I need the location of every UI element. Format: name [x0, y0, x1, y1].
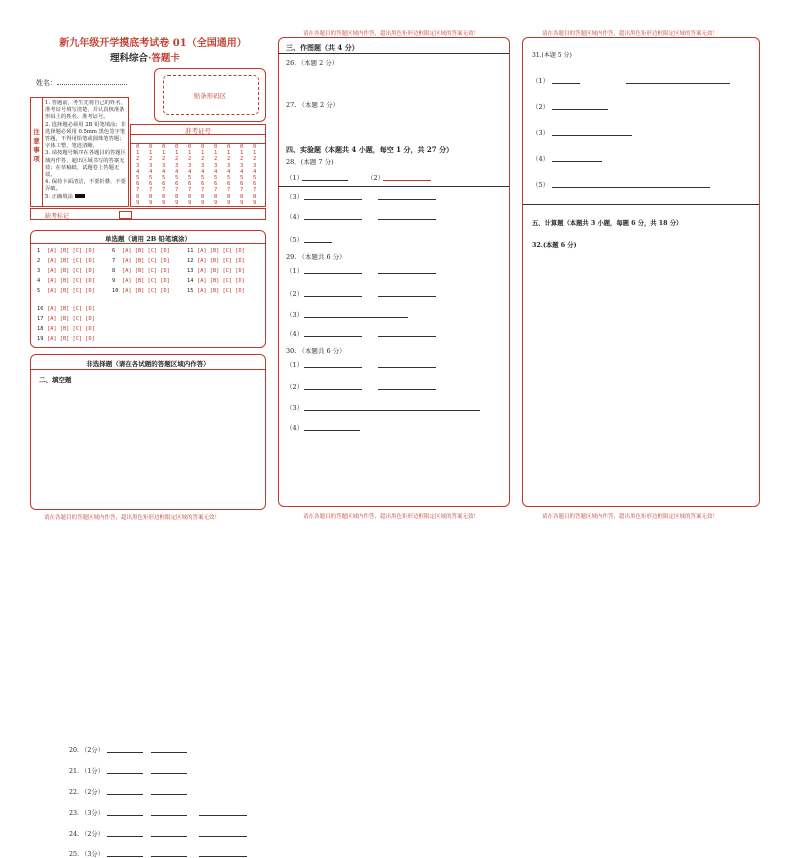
subject-suffix: ·答题卡 — [148, 53, 180, 64]
q29-sub-2 — [286, 289, 303, 298]
exam-digit-bubble[interactable]: 9 — [149, 199, 153, 206]
mc-options[interactable]: [A] [B] [C] [D] — [122, 268, 170, 274]
answer-blank[interactable] — [302, 173, 348, 181]
nonmc-title: 非选择题（请在各试题的答题区域内作答） — [86, 360, 210, 368]
q31-sub-1 — [532, 76, 549, 85]
exam-digit-bubble[interactable]: 9 — [214, 199, 218, 206]
exam-digit-bubble[interactable]: 1 — [175, 150, 179, 157]
exam-digit-bubble[interactable]: 7 — [188, 187, 192, 194]
calc-section-title: 五、计算题（本题共 3 小题，每题 6 分，共 18 分） — [532, 220, 683, 227]
answer-blank[interactable] — [304, 266, 362, 274]
note-3: 3. 请按题号顺序在各题目的答题区域内作答，超出区域书写的答案无效；在草稿纸、试题卷上答题无效。 — [45, 150, 126, 179]
mc-question-16[interactable] — [37, 306, 95, 312]
answer-blank[interactable] — [199, 829, 247, 837]
exam-digit-bubble[interactable]: 5 — [253, 175, 257, 181]
mc-options[interactable]: [A] [B] [C] [D] — [47, 288, 95, 294]
exam-digit-bubble[interactable]: 3 — [162, 162, 166, 169]
fill-item-label: 20. （2分） — [69, 747, 104, 754]
q31-sub-3 — [532, 128, 549, 137]
mc-number: 8 — [112, 268, 116, 274]
exam-digit-bubble[interactable]: 2 — [162, 156, 166, 163]
q30-sub-3 — [286, 403, 303, 412]
exam-digit-bubble[interactable]: 1 — [253, 150, 257, 157]
answer-blank[interactable] — [378, 329, 436, 337]
mc-question-3[interactable] — [37, 268, 95, 274]
answer-blank[interactable] — [304, 192, 362, 200]
exam-digit-bubble[interactable]: 4 — [253, 168, 257, 175]
fill-item-24 — [69, 829, 107, 838]
answer-blank[interactable] — [304, 403, 480, 411]
exam-digit-bubble[interactable]: 3 — [214, 162, 218, 169]
mc-question-13[interactable] — [187, 268, 245, 274]
sub-question-label: （4） — [286, 424, 304, 432]
exam-digit-bubble[interactable]: 5 — [162, 175, 166, 181]
q27-label: 27. （本题 2 分） — [286, 101, 340, 109]
mc-options[interactable]: [A] [B] [C] [D] — [197, 268, 245, 274]
mc-options[interactable]: [A] [B] [C] [D] — [122, 288, 170, 294]
mc-panel — [30, 230, 266, 348]
exam-digit-bubble[interactable]: 5 — [149, 175, 153, 181]
exam-digit-bubble[interactable]: 1 — [227, 150, 231, 157]
sub-question-label: （5） — [532, 181, 550, 189]
q28-sub-1 — [286, 173, 303, 182]
mc-number: 9 — [112, 278, 116, 284]
fill-item-22 — [69, 787, 107, 796]
exam-digit-bubble[interactable]: 0 — [227, 144, 231, 150]
exam-digit-bubble[interactable]: 3 — [188, 162, 192, 169]
mc-question-5[interactable] — [37, 288, 95, 294]
exam-digit-bubble[interactable]: 1 — [214, 150, 218, 157]
barcode-area — [154, 68, 266, 122]
exam-digit-bubble[interactable]: 1 — [240, 150, 244, 157]
absent-label: 缺考标记 — [45, 213, 70, 220]
mc-number: 12 — [187, 258, 194, 264]
sub-question-label: （4） — [286, 330, 304, 338]
answer-blank[interactable] — [304, 329, 362, 337]
exam-digit-bubble[interactable]: 2 — [227, 156, 231, 163]
q29-sub-3 — [286, 310, 303, 319]
note-4: 4. 保持卡面清洁，不要折叠、不要弄破。 — [45, 179, 126, 193]
answer-blank[interactable] — [199, 849, 247, 857]
mc-question-2[interactable] — [37, 258, 95, 264]
exam-digit-bubble[interactable]: 8 — [175, 193, 179, 200]
divider — [279, 186, 509, 187]
mc-options[interactable]: [A] [B] [C] [D] — [47, 268, 95, 274]
exam-digit-bubble[interactable]: 3 — [149, 162, 153, 169]
subject-label: 理科综合 — [110, 53, 149, 64]
answer-blank[interactable] — [151, 829, 187, 837]
mc-options[interactable]: [A] [B] [C] [D] — [47, 306, 95, 312]
answer-blank[interactable] — [552, 102, 608, 110]
answer-blank[interactable] — [151, 787, 187, 795]
q31-sub-4 — [532, 154, 549, 163]
answer-blank[interactable] — [151, 745, 187, 753]
absent-row — [30, 208, 266, 220]
exam-digit-bubble[interactable]: 0 — [214, 144, 218, 150]
mc-question-12[interactable] — [187, 258, 245, 264]
exam-digit-bubble[interactable]: 5 — [240, 175, 244, 181]
answer-blank[interactable] — [304, 289, 362, 297]
exam-digit-bubble[interactable]: 3 — [240, 162, 244, 169]
note-5: 5. 正确填涂 — [45, 194, 127, 201]
q26-label: 26．（本题 2 分） — [286, 59, 339, 67]
mc-question-19[interactable] — [37, 336, 95, 342]
exam-digit-bubble[interactable]: 2 — [214, 156, 218, 163]
exam-digit-bubble[interactable]: 1 — [136, 150, 140, 157]
exam-digit-bubble[interactable]: 0 — [201, 144, 205, 150]
answer-blank[interactable] — [378, 360, 436, 368]
exam-digit-bubble[interactable]: 5 — [175, 175, 179, 181]
exam-digit-bubble[interactable]: 7 — [201, 187, 205, 194]
exam-digit-bubble[interactable]: 8 — [201, 193, 205, 200]
mc-options[interactable]: [A] [B] [C] [D] — [197, 258, 245, 264]
mc-number: 13 — [187, 268, 194, 274]
q31-sub-5 — [532, 180, 549, 189]
exam-digit-bubble[interactable]: 7 — [253, 187, 257, 194]
exam-digit-bubble[interactable]: 7 — [162, 187, 166, 194]
exam-digit-bubble[interactable]: 8 — [214, 193, 218, 200]
mc-number: 1 — [37, 248, 41, 254]
mc-options[interactable]: [A] [B] [C] [D] — [122, 258, 170, 264]
answer-blank[interactable] — [378, 382, 436, 390]
answer-blank[interactable] — [304, 310, 408, 318]
exam-digit-bubble[interactable]: 6 — [175, 181, 179, 188]
answer-blank[interactable] — [378, 192, 436, 200]
mc-options[interactable]: [A] [B] [C] [D] — [197, 278, 245, 284]
exam-digit-bubble[interactable]: 1 — [188, 150, 192, 157]
exam-digit-bubble[interactable]: 4 — [214, 168, 218, 175]
sheet-title: 新九年级开学摸底考试卷 01（全国通用） — [59, 38, 247, 49]
sub-question-label: （4） — [532, 155, 550, 163]
name-label: 姓名： — [36, 79, 57, 87]
answer-blank[interactable] — [199, 808, 247, 816]
exam-digit-bubble[interactable]: 7 — [214, 187, 218, 194]
exam-digit-bubble[interactable]: 3 — [136, 162, 140, 169]
note-1: 1. 答题前，考生先将自己的姓名、准考证号填写清楚，并认真核准条形码上的姓名、准考证号。 — [45, 100, 126, 121]
q30-sub-4 — [286, 423, 303, 432]
answer-blank[interactable] — [151, 849, 187, 857]
sub-question-label: （2） — [286, 383, 304, 391]
mc-number: 18 — [37, 326, 44, 332]
name-line[interactable] — [57, 77, 127, 85]
exam-digit-bubble[interactable]: 6 — [188, 181, 192, 188]
sub-question-label: （2） — [532, 103, 550, 111]
exam-digit-bubble[interactable]: 1 — [162, 150, 166, 157]
warning-col2-bottom: 请在各题目的答题区域内作答，超出黑色矩形边框限定区域的答案无效！ — [303, 514, 480, 520]
sub-question-label: （2） — [367, 174, 385, 182]
drawing-section-title: 三、作图题（共 4 分） — [286, 43, 359, 52]
fill-item-label: 24. （2分） — [69, 831, 104, 838]
warning-col1: 请在各题目的答题区域内作答，超出黑色矩形边框限定区域的答案无效！ — [44, 515, 221, 521]
sub-question-label: （1） — [286, 267, 304, 275]
exam-digit-bubble[interactable]: 8 — [162, 193, 166, 200]
exam-digit-bubble[interactable]: 9 — [253, 199, 257, 206]
exam-number-input-row[interactable] — [131, 134, 265, 144]
sub-question-label: （3） — [286, 193, 304, 201]
notes-title: 注 意 事 项 — [31, 98, 43, 206]
sub-question-label: （2） — [286, 290, 304, 298]
exam-digit-bubble[interactable]: 1 — [201, 150, 205, 157]
exam-digit-bubble[interactable]: 6 — [162, 181, 166, 188]
answer-blank[interactable] — [304, 212, 362, 220]
answer-blank[interactable] — [107, 745, 143, 753]
fill-item-label: 25. （3分） — [69, 851, 104, 858]
mc-number: 16 — [37, 306, 44, 312]
mc-number: 15 — [187, 288, 194, 294]
exam-digit-bubble[interactable]: 0 — [240, 144, 244, 150]
exam-digit-bubble[interactable]: 9 — [227, 199, 231, 206]
answer-blank[interactable] — [151, 766, 187, 774]
mc-question-14[interactable] — [187, 278, 245, 284]
sheet-subtitle — [110, 50, 180, 64]
exam-digit-bubble[interactable]: 6 — [253, 181, 257, 188]
mc-number: 17 — [37, 316, 44, 322]
warning-col3-top: 请在各题目的答题区域内作答，超出黑色矩形边框限定区域的答案无效！ — [542, 31, 719, 37]
q28-label: 28．(本题 7 分) — [286, 158, 334, 166]
mc-number: 6 — [112, 248, 116, 254]
mc-options[interactable]: [A] [B] [C] [D] — [47, 326, 95, 332]
exam-digit-bubble[interactable]: 1 — [149, 150, 153, 157]
mc-question-7[interactable] — [112, 258, 170, 264]
answer-blank[interactable] — [552, 76, 580, 84]
mc-number: 19 — [37, 336, 44, 342]
answer-blank[interactable] — [378, 212, 436, 220]
name-field[interactable] — [36, 77, 127, 88]
mc-question-10[interactable] — [112, 288, 170, 294]
exam-digit-bubble[interactable]: 8 — [149, 193, 153, 200]
answer-blank[interactable] — [107, 849, 143, 857]
exam-digit-bubble[interactable]: 8 — [240, 193, 244, 200]
mc-question-18[interactable] — [37, 326, 95, 332]
exam-digit-bubble[interactable]: 2 — [188, 156, 192, 163]
q30-label: 30. （本题共 6 分） — [286, 347, 346, 355]
mc-options[interactable]: [A] [B] [C] [D] — [47, 316, 95, 322]
exam-digit-bubble[interactable]: 9 — [175, 199, 179, 206]
mc-question-11[interactable] — [187, 248, 245, 254]
note-2: 2. 选择题必须用 2B 铅笔填涂；非选择题必须用 0.5mm 黑色签字笔答题，不得用铅笔或圆珠笔答题；字体工整、笔迹清晰。 — [45, 121, 126, 150]
warning-col3-bottom: 请在各题目的答题区域内作答，超出黑色矩形边框限定区域的答案无效！ — [542, 514, 719, 520]
exam-number-grid — [130, 124, 266, 207]
mc-options[interactable]: [A] [B] [C] [D] — [197, 288, 245, 294]
q32-label: 32.(本题 6 分) — [532, 242, 577, 249]
answer-blank[interactable] — [552, 154, 602, 162]
answer-blank[interactable] — [378, 266, 436, 274]
answer-blank[interactable] — [151, 808, 187, 816]
mc-answer-grid[interactable] — [31, 231, 265, 347]
mc-options[interactable]: [A] [B] [C] [D] — [47, 278, 95, 284]
mc-number: 11 — [187, 248, 194, 254]
mc-title: 单选题（请用 2B 铅笔填涂） — [104, 235, 192, 243]
exam-digit-bubble[interactable]: 8 — [136, 193, 140, 200]
exam-digit-bubble[interactable]: 8 — [227, 193, 231, 200]
exam-digit-bubble[interactable]: 9 — [136, 199, 140, 206]
sub-question-label: （1） — [286, 361, 304, 369]
exam-digit-bubble[interactable]: 0 — [162, 144, 166, 150]
fill-item-25 — [69, 849, 107, 858]
exam-digit-bubble[interactable]: 3 — [227, 162, 231, 169]
exam-digit-bubble[interactable]: 5 — [136, 175, 140, 181]
exam-digit-bubble[interactable]: 7 — [175, 187, 179, 194]
exam-digit-bubble[interactable]: 0 — [136, 144, 140, 150]
answer-blank[interactable] — [626, 76, 730, 84]
exam-digit-bubble[interactable]: 4 — [227, 168, 231, 175]
exam-number-label: 准考证号 — [185, 127, 211, 135]
exam-digit-bubble[interactable]: 7 — [240, 187, 244, 194]
exam-digit-bubble[interactable]: 4 — [175, 168, 179, 175]
mc-options[interactable]: [A] [B] [C] [D] — [47, 258, 95, 264]
exam-digit-bubble[interactable]: 2 — [201, 156, 205, 163]
mc-options[interactable]: [A] [B] [C] [D] — [122, 248, 170, 254]
exam-digit-bubble[interactable]: 9 — [162, 199, 166, 206]
exam-digit-bubble[interactable]: 6 — [136, 181, 140, 188]
mc-question-15[interactable] — [187, 288, 245, 294]
mc-number: 3 — [37, 268, 41, 274]
exam-digit-bubble[interactable]: 7 — [149, 187, 153, 194]
mc-number: 2 — [37, 258, 41, 264]
exam-digit-bubble[interactable]: 5 — [201, 175, 205, 181]
sub-question-label: （3） — [532, 129, 550, 137]
mc-number: 10 — [112, 288, 119, 294]
exam-digit-bubble[interactable]: 2 — [240, 156, 244, 163]
mc-question-9[interactable] — [112, 278, 170, 284]
exam-digit-bubble[interactable]: 8 — [188, 193, 192, 200]
exam-digit-bubble[interactable]: 4 — [162, 168, 166, 175]
exam-digit-bubble[interactable]: 3 — [253, 162, 257, 169]
exam-digit-bubble[interactable]: 6 — [227, 181, 231, 188]
answer-blank[interactable] — [107, 787, 143, 795]
answer-blank[interactable] — [383, 173, 431, 181]
experiment-section-title: 四、实验题（本题共 4 小题，每空 1 分，共 27 分） — [286, 145, 454, 154]
exam-digit-bubble[interactable]: 9 — [188, 199, 192, 206]
exam-digit-bubble[interactable]: 2 — [175, 156, 179, 163]
exam-digit-bubble[interactable]: 4 — [149, 168, 153, 175]
fill-section-title: 二、填空题 — [39, 376, 72, 384]
answer-blank[interactable] — [552, 128, 632, 136]
mc-number: 7 — [112, 258, 116, 264]
exam-digit-bubble[interactable]: 0 — [149, 144, 153, 150]
notes-box — [30, 97, 129, 207]
mc-options[interactable]: [A] [B] [C] [D] — [197, 248, 245, 254]
answer-blank[interactable] — [552, 180, 710, 188]
exam-digit-bubble[interactable]: 5 — [188, 175, 192, 181]
mc-question-1[interactable] — [37, 248, 95, 254]
mc-question-4[interactable] — [37, 278, 95, 284]
exam-digit-bubble[interactable]: 4 — [188, 168, 192, 175]
q29-sub-4 — [286, 329, 303, 338]
barcode-label: 贴条形码区 — [193, 92, 227, 100]
q28-sub-4 — [286, 212, 303, 221]
exam-digit-bubble[interactable]: 8 — [253, 193, 257, 200]
exam-digit-bubble[interactable]: 6 — [214, 181, 218, 188]
q29-label: 29. （本题共 6 分） — [286, 253, 346, 261]
mc-options[interactable]: [A] [B] [C] [D] — [122, 278, 170, 284]
fill-item-label: 23. （3分） — [69, 810, 104, 817]
answer-blank[interactable] — [304, 423, 360, 431]
q28-sub-2 — [367, 173, 384, 182]
exam-digit-bubble[interactable]: 6 — [240, 181, 244, 188]
sub-question-label: （3） — [286, 311, 304, 319]
fill-item-label: 22. （2分） — [69, 789, 104, 796]
exam-digit-bubble[interactable]: 7 — [227, 187, 231, 194]
sub-question-label: （1） — [532, 77, 550, 85]
exam-digit-bubble[interactable]: 9 — [201, 199, 205, 206]
mc-question-17[interactable] — [37, 316, 95, 322]
sub-question-label: （1） — [286, 174, 304, 182]
mc-number: 5 — [37, 288, 41, 294]
q28-sub-3 — [286, 192, 303, 201]
exam-digit-bubble[interactable]: 2 — [136, 156, 140, 163]
answer-blank[interactable] — [107, 829, 143, 837]
fill-item-20 — [69, 745, 107, 754]
mc-question-6[interactable] — [112, 248, 170, 254]
filled-sample-icon — [75, 194, 85, 198]
q30-sub-2 — [286, 382, 303, 391]
q30-sub-1 — [286, 360, 303, 369]
sub-question-label: （4） — [286, 213, 304, 221]
exam-digit-bubble[interactable]: 3 — [175, 162, 179, 169]
mc-question-8[interactable] — [112, 268, 170, 274]
exam-digit-bubble[interactable]: 3 — [201, 162, 205, 169]
exam-digit-bubble[interactable]: 6 — [149, 181, 153, 188]
exam-digit-bubble[interactable]: 4 — [201, 168, 205, 175]
exam-digit-bubble[interactable]: 4 — [240, 168, 244, 175]
warning-col2-top: 请在各题目的答题区域内作答，超出黑色矩形边框限定区域的答案无效！ — [303, 31, 480, 37]
exam-digit-bubble[interactable]: 2 — [149, 156, 153, 163]
sub-question-label: （5） — [286, 236, 304, 244]
q31-label: 31.(本题 5 分) — [532, 52, 572, 59]
exam-digit-bubble[interactable]: 9 — [240, 199, 244, 206]
answer-blank[interactable] — [107, 766, 143, 774]
absent-checkbox[interactable] — [119, 211, 132, 219]
answer-blank[interactable] — [304, 360, 362, 368]
fill-item-label: 21. （1分） — [69, 768, 104, 775]
exam-digit-bubble[interactable]: 2 — [253, 156, 257, 163]
exam-digit-bubble[interactable]: 5 — [227, 175, 231, 181]
sub-question-label: （3） — [286, 404, 304, 412]
fill-item-23 — [69, 808, 107, 817]
answer-blank[interactable] — [107, 808, 143, 816]
answer-blank[interactable] — [378, 289, 436, 297]
exam-digit-bubble[interactable]: 5 — [214, 175, 218, 181]
exam-digit-bubble[interactable]: 0 — [175, 144, 179, 150]
q31-sub-2 — [532, 102, 549, 111]
answer-blank[interactable] — [304, 235, 332, 243]
q28-sub-5 — [286, 235, 303, 244]
fill-item-21 — [69, 766, 107, 775]
mc-number: 4 — [37, 278, 41, 284]
exam-digit-bubble[interactable]: 4 — [136, 168, 140, 175]
exam-digit-bubble[interactable]: 0 — [188, 144, 192, 150]
q29-sub-1 — [286, 266, 303, 275]
mc-number: 14 — [187, 278, 194, 284]
mc-options[interactable]: [A] [B] [C] [D] — [47, 248, 95, 254]
exam-digit-bubble[interactable]: 7 — [136, 187, 140, 194]
exam-digit-bubble[interactable]: 6 — [201, 181, 205, 188]
answer-blank[interactable] — [304, 382, 362, 390]
mc-options[interactable]: [A] [B] [C] [D] — [47, 336, 95, 342]
exam-digit-bubble[interactable]: 0 — [253, 144, 257, 150]
